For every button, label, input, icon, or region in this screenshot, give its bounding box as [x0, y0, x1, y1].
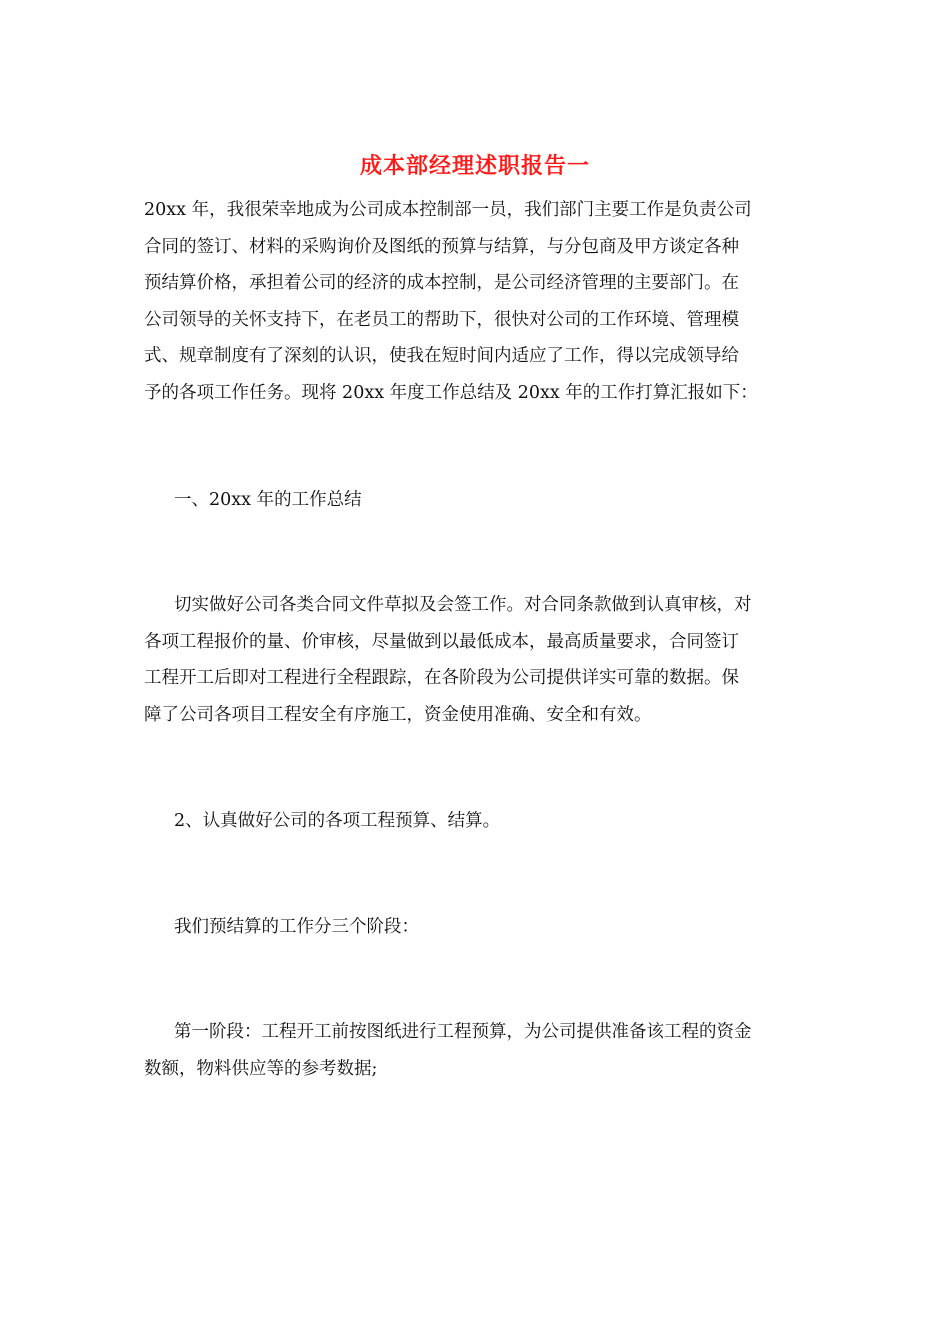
intro-line: 20xx 年，我很荣幸地成为公司成本控制部一员，我们部门主要工作是负责公司 — [144, 200, 752, 220]
item-2-text: 2、认真做好公司的各项工程预算、结算。 — [174, 811, 501, 831]
stage-1-line: 数额，物料供应等的参考数据; — [144, 1058, 378, 1079]
stages-intro-paragraph — [144, 909, 810, 946]
summary-line: 各项工程报价的量、价审核，尽量做到以最低成本，最高质量要求，合同签订 — [144, 631, 739, 652]
intro-line: 公司领导的关怀支持下，在老员工的帮助下，很快对公司的工作环境、管理模 — [144, 309, 739, 330]
summary-line: 切实做好公司各类合同文件草拟及会签工作。对合同条款做到认真审核，对 — [174, 595, 752, 615]
section-heading — [144, 482, 810, 519]
summary-line: 工程开工后即对工程进行全程跟踪，在各阶段为公司提供详实可靠的数据。保 — [144, 668, 739, 688]
summary-paragraph — [144, 587, 810, 733]
stages-intro-text: 我们预结算的工作分三个阶段： — [174, 917, 419, 937]
section-heading-text: 一、20xx 年的工作总结 — [174, 490, 362, 510]
document-title: 成本部经理述职报告一 — [359, 153, 590, 179]
stage-1-line: 第一阶段：工程开工前按图纸进行工程预算，为公司提供准备该工程的资金 — [174, 1022, 752, 1042]
stage-1-paragraph — [144, 1014, 810, 1087]
intro-line: 予的各项工作任务。现将 20xx 年度工作总结及 20xx 年的工作打算汇报如下： — [144, 382, 758, 403]
intro-line: 合同的签订、材料的采购询价及图纸的预算与结算，与分包商及甲方谈定各种 — [144, 236, 739, 257]
intro-paragraph — [144, 192, 810, 411]
summary-line: 障了公司各项目工程安全有序施工，资金使用准确、安全和有效。 — [144, 704, 652, 725]
intro-line: 预结算价格，承担着公司的经济的成本控制，是公司经济管理的主要部门。在 — [144, 273, 739, 293]
intro-line: 式、规章制度有了深刻的认识，使我在短时间内适应了工作，得以完成领导给 — [144, 346, 739, 366]
item-2-paragraph — [144, 803, 810, 840]
